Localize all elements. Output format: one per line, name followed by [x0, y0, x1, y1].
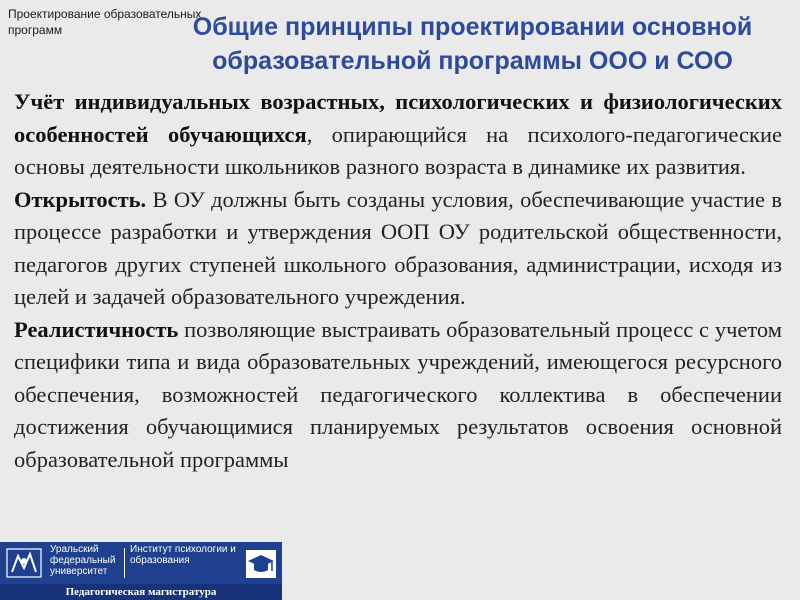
principle-item	[14, 184, 782, 314]
section-label: Проектирование образовательных программ	[8, 7, 202, 37]
principle-term: Учёт индивидуальных возрастных, психологических и физиологических особенностей обучающихся	[14, 89, 782, 147]
principle-item	[14, 314, 782, 477]
footer-banner	[0, 542, 282, 600]
principle-term: Открытость.	[14, 186, 147, 212]
principles-body	[14, 86, 782, 476]
principle-text: В ОУ должны быть созданы условия, обеспечивающие участие в процессе разработки и утверждения ООП ОУ родительской общественности, педагогов других ступеней школьного образования, администрации, исходя из целей и задачей образовательного учреждения.	[14, 186, 782, 309]
principle-term: Реалистичность	[14, 316, 179, 342]
principle-text: позволяющие выстраивать образовательный процесс с учетом специфики типа и вида образовательных учреждений, имеющегося ресурсного обеспечения, возможностей педагогического коллектива в обеспечении достижения обучающимися планируемых результатов освоения основной образовательной программы	[14, 316, 782, 472]
principle-text: , опирающийся на психолого-педагогические основы деятельности школьников разного возраста в динамике их развития.	[14, 121, 782, 179]
institute-name: Институт психологии и образования	[130, 544, 236, 566]
university-logo-icon	[6, 548, 42, 578]
slide-title: Общие принципы проектировании основной образовательной программы ООО и СОО	[192, 13, 753, 75]
footer-divider	[124, 548, 125, 578]
program-name: Педагогическая магистратура	[0, 584, 282, 600]
graduation-cap-icon	[246, 550, 276, 578]
university-name: Уральский федеральный университет	[50, 544, 116, 577]
principle-item	[14, 86, 782, 184]
